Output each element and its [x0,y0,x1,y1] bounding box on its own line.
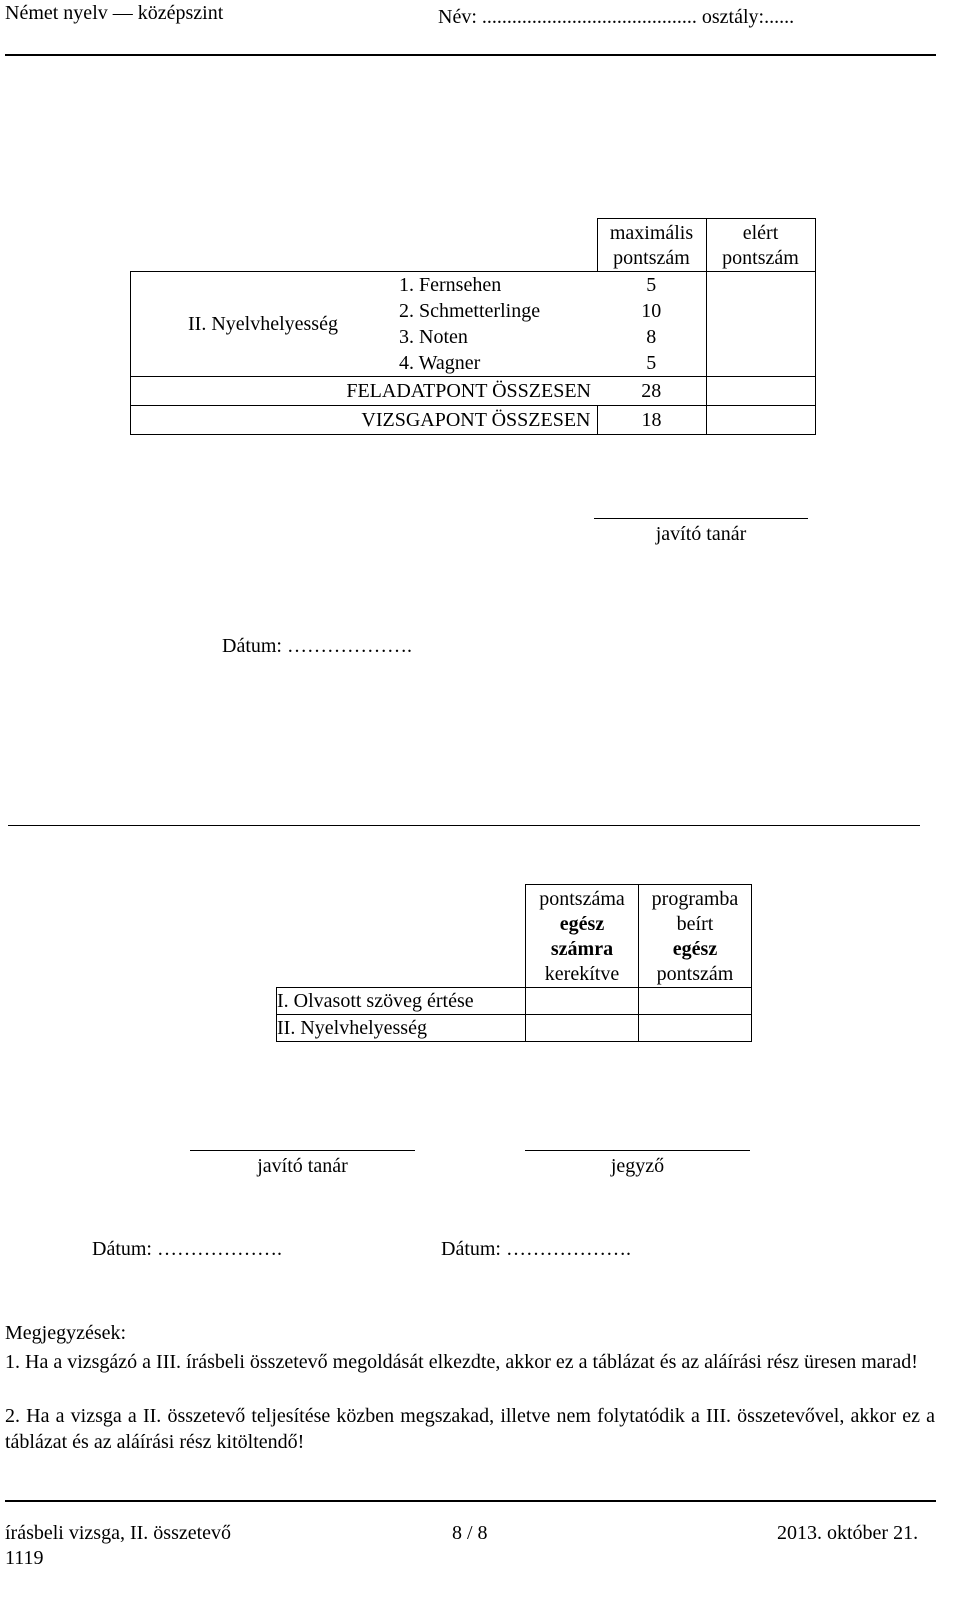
page-number: 8 / 8 [452,1522,488,1544]
signature-line [594,518,808,519]
task-max: 5 [597,272,706,299]
col1-line4: kerekítve [544,963,620,985]
section-label: II. Nyelvhelyesség [131,272,396,377]
task-name: 2. Schmetterlinge [399,300,541,322]
footer-rule [5,1500,936,1502]
task-total-value: 28 [597,377,706,406]
col2-line1: programba [651,888,739,910]
task-name: 4. Wagner [399,352,481,374]
teacher-label: javító tanár [257,1155,348,1177]
col2-line4: pontszám [656,963,734,985]
col-achieved-line2: pontszám [722,247,799,269]
section-separator [8,825,920,826]
notes-heading: Megjegyzések: [5,1322,127,1344]
exam-total-label: VIZSGAPONT ÖSSZESEN [131,406,598,435]
clerk-label: jegyző [610,1155,665,1177]
exam-total-value: 18 [597,406,706,435]
note-item-1: 1. Ha a vizsgázó a III. írásbeli összetevő megoldását elkezdte, akkor ez a táblázat és az aláírási rész üresen marad! [5,1351,918,1373]
summary-row-cell [639,1015,752,1042]
task-achieved [706,272,815,377]
task-max: 5 [646,352,657,374]
summary-row-cell [526,988,639,1015]
col-max-line2: pontszám [613,247,690,269]
task-max: 8 [646,326,657,348]
col1-line3: számra [550,938,614,960]
task-name: 1. Fernsehen [395,272,597,299]
col-max-line1: maximális [609,222,694,244]
summary-row-label: II. Nyelvhelyesség [277,1015,526,1042]
teacher-signature-line [190,1150,415,1151]
summary-row-cell [639,988,752,1015]
col2-line3: egész [672,938,718,960]
date-field-left: Dátum: ………………. [92,1238,282,1260]
footer-date: 2013. október 21. [777,1522,919,1544]
footer-left: írásbeli vizsga, II. összetevő [5,1522,232,1544]
header-title: Német nyelv — középszint [5,2,224,24]
col1-line2: egész [559,913,605,935]
note-item-2: 2. Ha a vizsga a II. összetevő teljesítése közben megszakad, illetve nem folytatódik a III. összetevővel, akkor ez a táblázat és az aláírási rész kitöltendő! [5,1405,935,1453]
footer-code: 1119 [5,1547,44,1569]
col1-line1: pontszáma [539,888,625,910]
teacher-label: javító tanár [655,523,747,545]
header-name-field: Név: ........................................... osztály:...... [438,6,795,28]
date-field: Dátum: ………………. [222,635,412,657]
score-table [130,218,816,435]
task-total-achieved [706,377,815,406]
exam-total-achieved [706,406,815,435]
date-field-right: Dátum: ………………. [441,1238,631,1260]
summary-row-cell [526,1015,639,1042]
header-rule [5,54,936,56]
task-total-label: FELADATPONT ÖSSZESEN [131,377,598,406]
col-achieved-line1: elért [742,222,779,244]
col2-line2: beírt [676,913,714,935]
summary-row-label: I. Olvasott szöveg értése [277,988,526,1015]
summary-table [276,884,752,1042]
task-max: 10 [641,300,662,322]
clerk-signature-line [525,1150,750,1151]
task-name: 3. Noten [399,326,468,348]
